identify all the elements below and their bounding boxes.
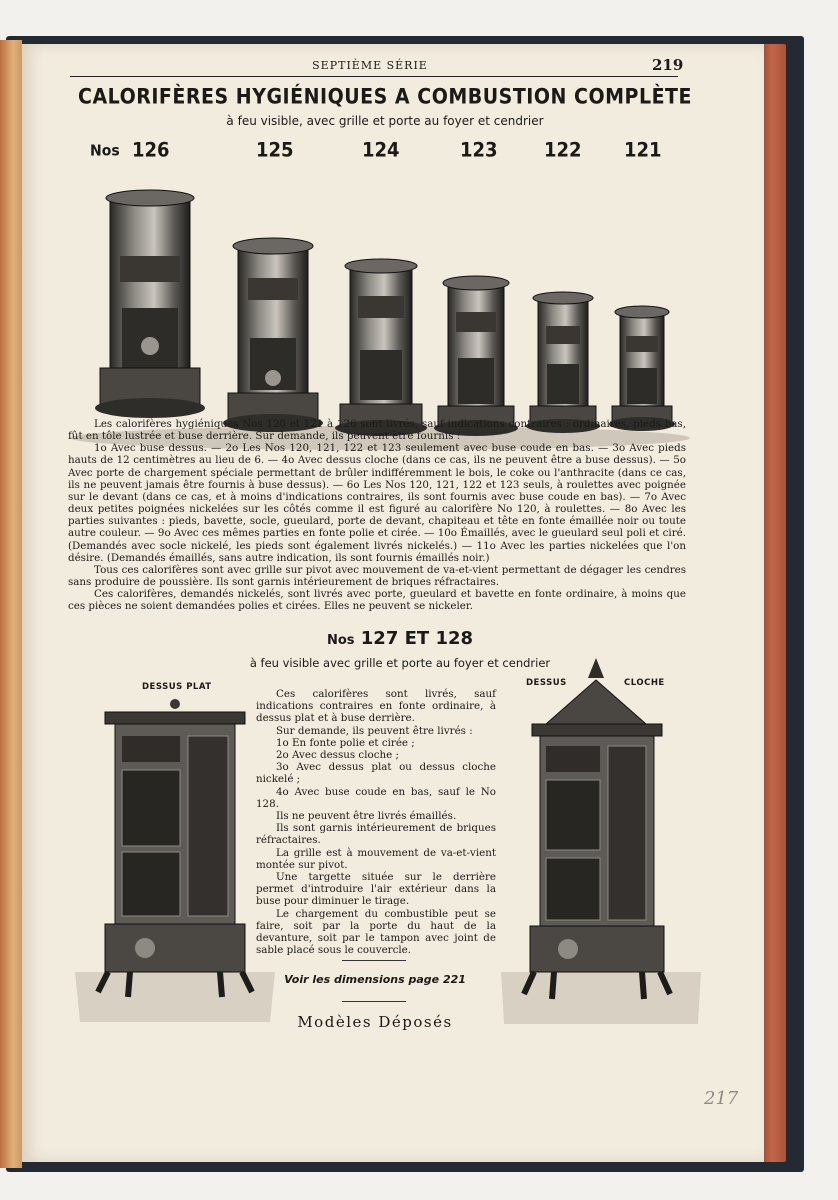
section-title: CALORIFÈRES HYGIÉNIQUES A COMBUSTION COMPLÈTE <box>78 84 692 110</box>
model-number: 126 <box>132 138 170 163</box>
description-paragraph: 1o En fonte polie et cirée ; <box>276 736 415 749</box>
left-page-edge <box>0 40 22 1168</box>
model-number: 122 <box>544 138 582 163</box>
models-note: Modèles Déposés <box>297 1013 453 1031</box>
stove-122 <box>526 292 600 433</box>
label-dessus: DESSUS <box>526 678 567 688</box>
model-number: 124 <box>362 138 400 163</box>
stove-121 <box>609 306 675 431</box>
description-paragraph: Ces calorifères sont livrés, sauf indications contraires en fonte ordinaire, à dessus plat et à buse derrière. <box>256 688 496 725</box>
description-paragraph: Ces calorifères, demandés nickelés, sont livrés avec porte, gueulard et bavette en fonte ordinaire, à moins que ces pièces ne soient demandées polies et cirées. Elles ne peuvent se nickeler. <box>68 588 686 613</box>
model-number: 125 <box>256 138 294 163</box>
description-paragraph: Les calorifères hygiéniques Nos 120 et 121 à 126 sont livrés, sauf indications contraires : ordinaires, pieds bas, fût en tôle lustrée et buse derrière. Sur demande, ils peuvent être fournis : <box>68 418 686 443</box>
description-paragraph: Ils ne peuvent être livrés émaillés. <box>276 810 457 823</box>
description-paragraph: Ils sont garnis intérieurement de briques réfractaires. <box>256 822 496 847</box>
page-number: 219 <box>652 56 684 74</box>
square-stove-bell-top <box>496 654 706 1032</box>
divider <box>342 960 406 961</box>
description-paragraph: Tous ces calorifères sont avec grille sur pivot avec mouvement de va-et-vient permettant de dégager les cendres sans produire de poussière. Ils sont garnis intérieurement de briques réfractaires. <box>68 563 686 589</box>
stove-124 <box>335 259 427 436</box>
description-paragraph: 2o Avec dessus cloche ; <box>276 749 399 762</box>
stove-126 <box>95 190 205 418</box>
section2-description <box>256 688 496 956</box>
description-paragraph: Le chargement du combustible peut se faire, soit par la porte du haut de la devanture, soit par le tampon avec joint de sable placé sous le couvercle. <box>256 907 496 957</box>
description-paragraph: Sur demande, ils peuvent être livrés : <box>276 724 473 737</box>
description-paragraph: 4o Avec buse coude en bas, sauf le No 128. <box>256 785 496 810</box>
round-stoves-illustration <box>60 168 700 454</box>
stove-125 <box>223 238 323 432</box>
description-paragraph: 3o Avec dessus plat ou dessus cloche nickelé ; <box>256 761 496 786</box>
description-paragraph: La grille est à mouvement de va-et-vient montée sur pivot. <box>256 846 496 871</box>
dimensions-note: Voir les dimensions page 221 <box>284 973 466 986</box>
label-cloche: CLOCHE <box>624 678 665 688</box>
handwritten-number: 217 <box>704 1088 739 1109</box>
section-subtitle: à feu visible, avec grille et porte au foyer et cendrier <box>226 114 544 128</box>
page-edge-red <box>762 44 786 1162</box>
header-rule <box>70 76 678 77</box>
square-stove-flat-top <box>70 692 280 1032</box>
nos-label: Nos <box>326 633 355 648</box>
section2-subtitle: à feu visible avec grille et porte au foyer et cendrier <box>249 656 551 670</box>
model-number: 121 <box>624 138 662 163</box>
nos-label: Nos <box>90 142 120 160</box>
section1-description <box>68 418 686 613</box>
series-header: SEPTIÈME SÉRIE <box>312 59 428 72</box>
divider <box>342 1001 406 1002</box>
section2-title <box>200 628 600 649</box>
description-paragraph: Une targette située sur le derrière permet d'introduire l'air extérieur dans la buse pour diminuer le tirage. <box>256 871 496 908</box>
description-paragraph: 1o Avec buse dessus. — 2o Les Nos 120, 121, 122 et 123 seulement avec buse coude en bas. — 3o Avec pieds hauts de 12 centimètres au lieu de 6. — 4o Avec dessus cloche (dans ce cas, ils ne peuvent être a buse dessus). — 5o Avec porte de chargement spéciale permettant de brûler indifféremment le bois, le coke ou l'anthracite (dans ce cas, ils ne peuvent jamais être fournis à buse dessus). — 6o Les Nos 120, 121, 122 et 123 seuls, à roulettes avec poignée sur le devant (dans ce cas, et à moins d'indications contraires, ils sont fournis avec buse coude en bas). — 7o Avec deux petites poignées nickelées sur les côtés comme il est figuré au calorifère No 120, à roulettes. — 8o Avec les parties suivantes : pieds, bavette, socle, gueulard, porte de devant, chapiteau et tête en fonte émaillée noir ou toute autre couleur. — 9o Avec ces mêmes parties en fonte polie et cirée. — 10o Émaillés, avec le gueulard seul poli et ciré. (Demandés avec socle nickelé, les pieds sont également livrés nickelés.) — 11o Avec les parties nickelées que l'on désire. (Demandés émaillés, sans autre indication, ils sont fournis émaillés noir.) <box>68 442 686 564</box>
section2-models: 127 ET 128 <box>360 628 474 649</box>
label-dessus-plat: DESSUS PLAT <box>142 682 212 692</box>
stove-123 <box>434 276 518 436</box>
model-number-row <box>60 140 690 166</box>
model-number: 123 <box>460 138 498 163</box>
